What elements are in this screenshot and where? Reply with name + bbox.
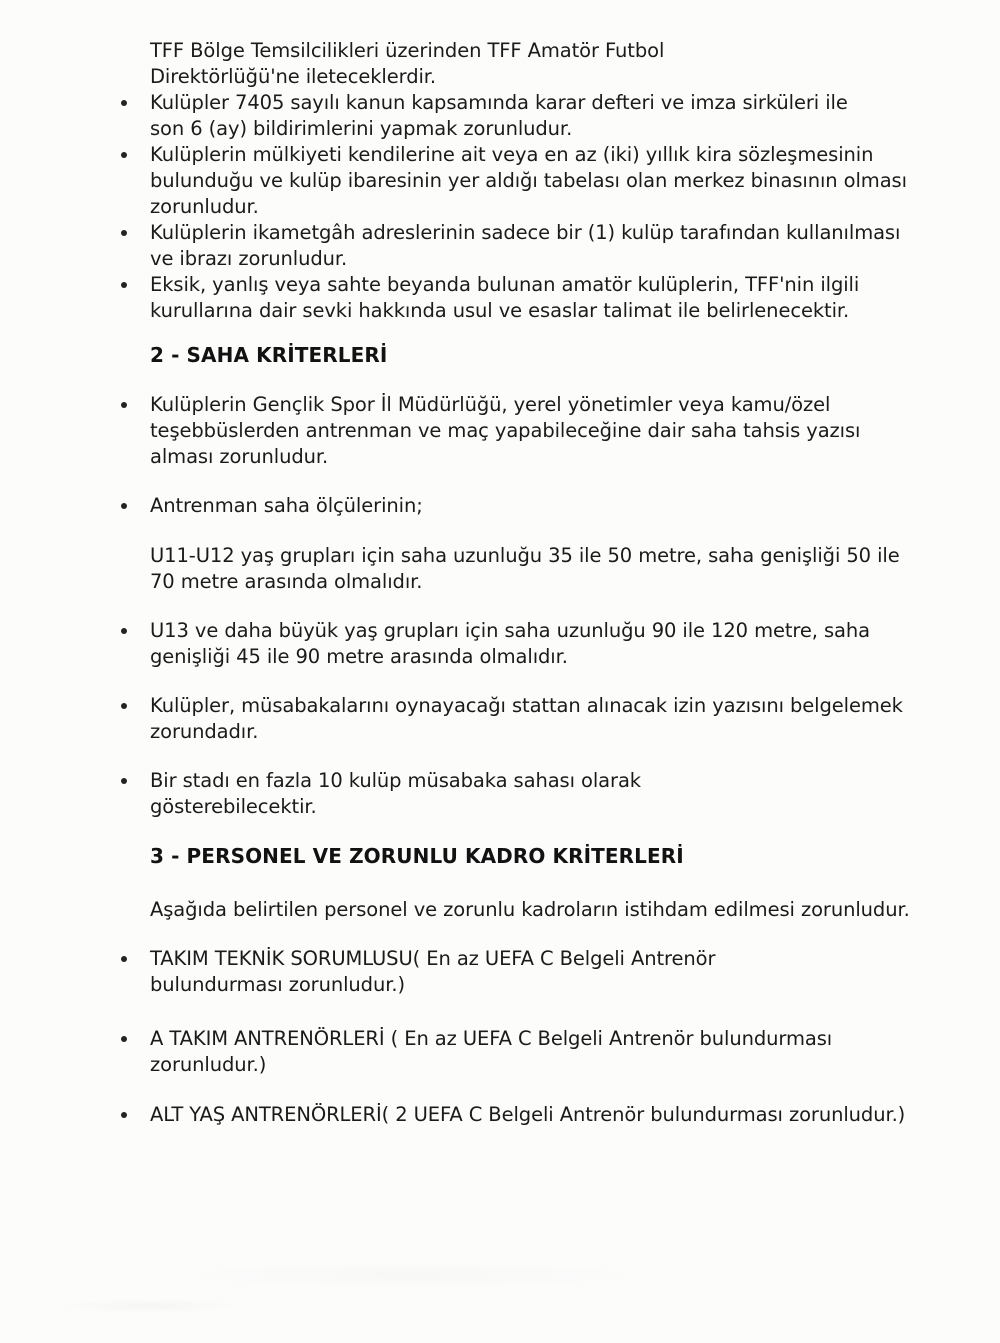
bullet-item [150, 1026, 850, 1078]
bullet-item [150, 768, 790, 820]
document-body [150, 38, 940, 1128]
bullet-icon [121, 778, 127, 784]
paragraph-text: TFF Bölge Temsilcilikleri üzerinden TFF Amatör Futbol Direktörlüğü'ne ileteceklerdir. [150, 39, 665, 88]
section-heading-personel-kadro [150, 843, 940, 869]
paragraph-text: U11-U12 yaş grupları için saha uzunluğu 35 ile 50 metre, saha genişliği 50 ile 70 metre arasında olmalıdır. [150, 544, 900, 593]
bullet-text: Antrenman saha ölçülerinin; [150, 494, 423, 517]
bullet-item [150, 220, 925, 272]
bullet-text: Kulüplerin Gençlik Spor İl Müdürlüğü, yerel yönetimler veya kamu/özel teşebbüslerden antrenman ve maç yapabileceğine dair saha tahsis yazısı alması zorunludur. [150, 393, 861, 468]
bullet-icon [121, 628, 127, 634]
bullet-text: A TAKIM ANTRENÖRLERİ ( En az UEFA C Belgeli Antrenör bulundurması zorunludur.) [150, 1027, 833, 1076]
bullet-item [150, 946, 850, 998]
bullet-item [150, 90, 850, 142]
bullet-icon [121, 956, 127, 962]
bullet-item [150, 1102, 940, 1128]
section-heading-saha-kriterleri [150, 342, 940, 368]
paragraph-text: Aşağıda belirtilen personel ve zorunlu kadroların istihdam edilmesi zorunludur. [150, 898, 910, 921]
bullet-icon [121, 282, 127, 288]
bullet-text: Bir stadı en fazla 10 kulüp müsabaka sahası olarak gösterebilecektir. [150, 769, 641, 818]
bullet-item [150, 618, 880, 670]
bullet-text: Kulüplerin mülkiyeti kendilerine ait veya en az (iki) yıllık kira sözleşmesinin bulunduğu ve kulüp ibaresinin yer aldığı tabelası olan merkez binasının olması zorunludur. [150, 143, 907, 218]
bullet-icon [121, 703, 127, 709]
bullet-icon [121, 152, 127, 158]
bullet-text: ALT YAŞ ANTRENÖRLERİ( 2 UEFA C Belgeli Antrenör bulundurması zorunludur.) [150, 1103, 906, 1126]
bullet-text: TAKIM TEKNİK SORUMLUSU( En az UEFA C Belgeli Antrenör bulundurması zorunludur.) [150, 947, 716, 996]
paragraph [150, 543, 910, 595]
paragraph-continuation [150, 38, 765, 90]
heading-text: 3 - PERSONEL VE ZORUNLU KADRO KRİTERLERİ [150, 844, 684, 868]
bullet-text: U13 ve daha büyük yaş grupları için saha uzunluğu 90 ile 120 metre, saha genişliği 45 ile 90 metre arasında olmalıdır. [150, 619, 871, 668]
bullet-icon [121, 503, 127, 509]
bullet-icon [121, 1112, 127, 1118]
bullet-text: Kulüplerin ikametgâh adreslerinin sadece bir (1) kulüp tarafından kullanılması ve ibrazı zorunludur. [150, 221, 901, 270]
bullet-item [150, 693, 925, 745]
bullet-icon [121, 100, 127, 106]
bullet-text: Kulüpler, müsabakalarını oynayacağı stattan alınacak izin yazısını belgelemek zorundadır. [150, 694, 903, 743]
bullet-item [150, 142, 925, 220]
bullet-text: Eksik, yanlış veya sahte beyanda bulunan amatör kulüplerin, TFF'nin ilgili kurullarına dair sevki hakkında usul ve esaslar talimat ile belirlenecektir. [150, 273, 860, 322]
bullet-item [150, 392, 895, 470]
paragraph [150, 897, 925, 923]
bullet-icon [121, 230, 127, 236]
bullet-item [150, 493, 850, 519]
heading-text: 2 - SAHA KRİTERLERİ [150, 343, 388, 367]
bullet-icon [121, 402, 127, 408]
bullet-icon [121, 1036, 127, 1042]
bullet-item [150, 272, 895, 324]
bullet-text: Kulüpler 7405 sayılı kanun kapsamında karar defteri ve imza sirküleri ile son 6 (ay) bildirimlerini yapmak zorunludur. [150, 91, 848, 140]
